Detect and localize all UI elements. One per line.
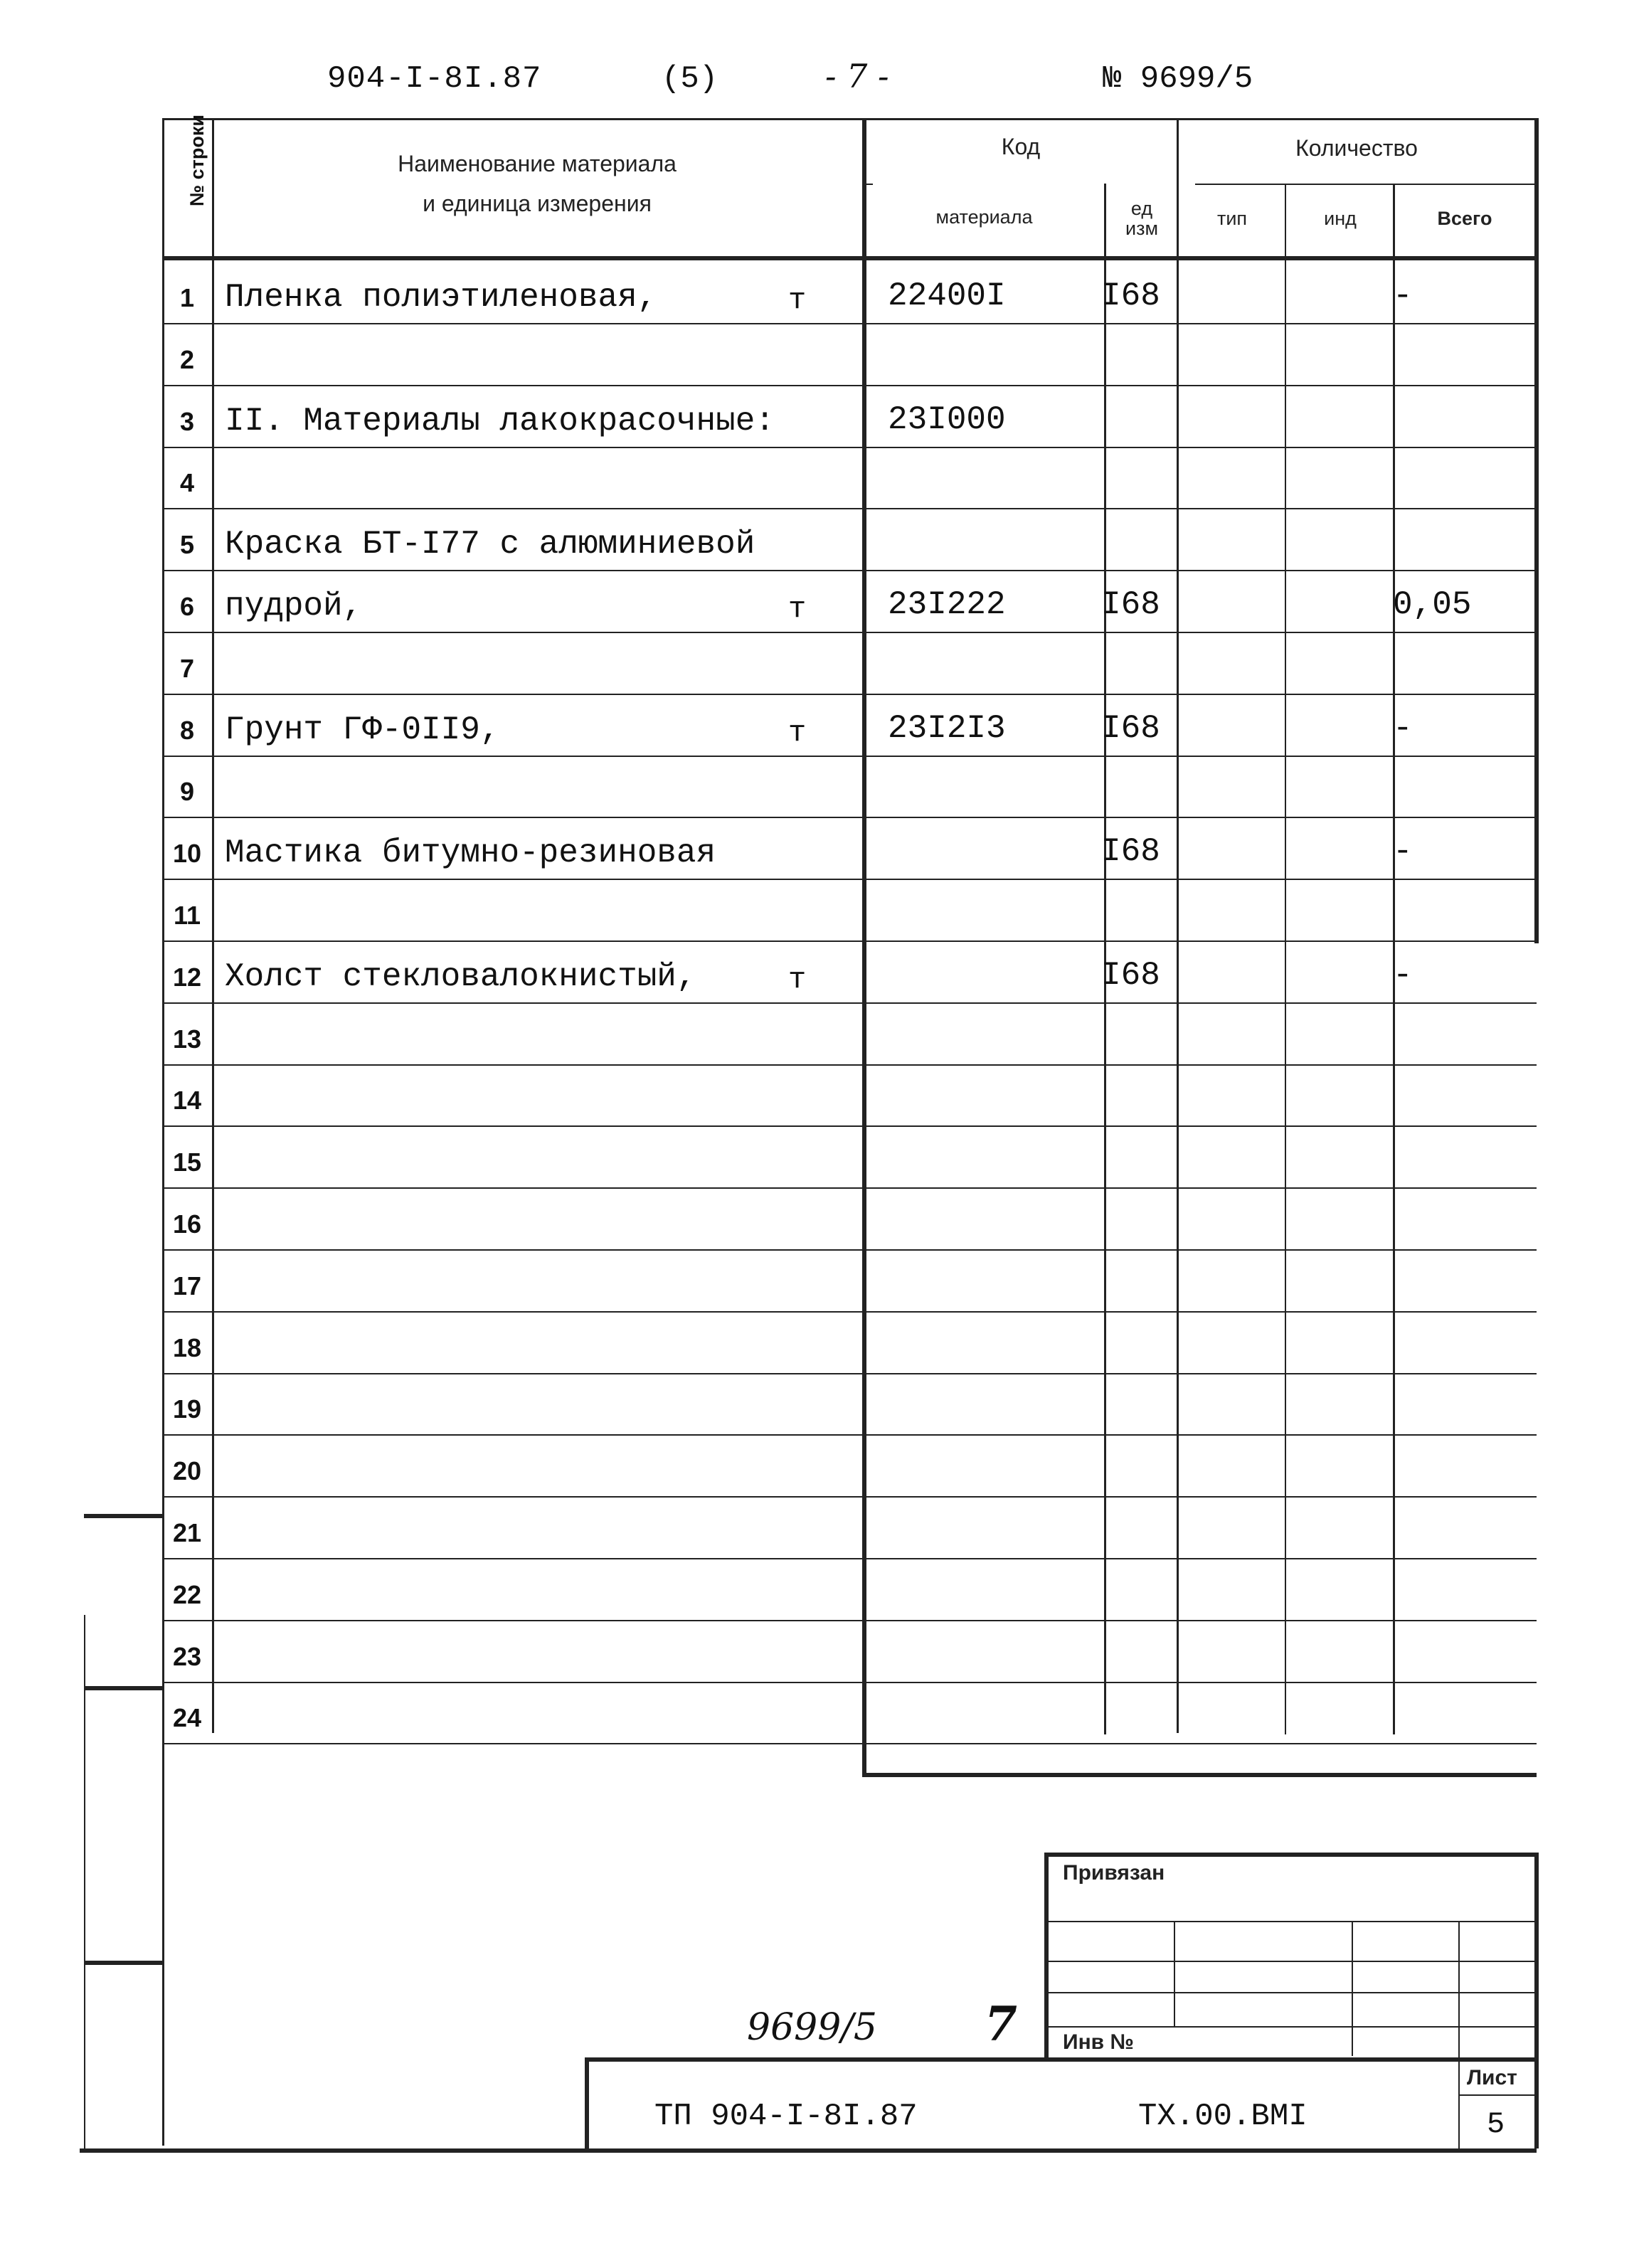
row-number: 5 — [179, 530, 195, 559]
row-number: 9 — [179, 777, 195, 806]
table-row — [162, 448, 1537, 509]
sheet-number: 5 — [1487, 2107, 1505, 2141]
material-code: 23I222 — [888, 586, 1006, 623]
material-name: Холст стекловалокнистый, — [225, 958, 696, 995]
material-name: II. Материалы лакокрасочные: — [225, 403, 775, 440]
table-row — [162, 1005, 1537, 1066]
table-row — [162, 263, 1537, 324]
material-unit: т — [788, 963, 807, 997]
page-number: - 7 - — [825, 57, 889, 95]
row-number: 7 — [179, 654, 195, 683]
table-row — [162, 510, 1537, 571]
table-row — [162, 1683, 1537, 1744]
unit-header-line2: изм — [1125, 218, 1159, 239]
row-number: 6 — [179, 592, 195, 621]
row-number: 15 — [172, 1148, 202, 1177]
material-unit: т — [788, 716, 807, 750]
row-number: 11 — [173, 901, 201, 930]
inventory-label: Инв № — [1063, 2030, 1134, 2054]
total-header: Всего — [1437, 208, 1492, 229]
material-code: 23I000 — [888, 401, 1006, 438]
row-number: 2 — [179, 345, 195, 374]
unit-code: I68 — [1101, 586, 1160, 623]
unit-header-line1: ед — [1130, 198, 1153, 219]
table-row — [162, 1251, 1537, 1313]
table-row — [162, 881, 1537, 942]
ind-header: инд — [1324, 208, 1357, 229]
total-quantity: - — [1393, 957, 1413, 994]
handwritten-number: 9699/5 — [747, 2006, 877, 2049]
row-number: 19 — [172, 1394, 202, 1424]
row-number-header: № строки — [186, 115, 208, 206]
document-mark: ТХ.00.ВМI — [1138, 2099, 1308, 2134]
code-header: Код — [1001, 134, 1041, 159]
row-number: 23 — [172, 1642, 202, 1671]
table-row — [162, 572, 1537, 633]
row-number: 13 — [172, 1024, 202, 1054]
table-row — [162, 1560, 1537, 1621]
name-header-line2: и единица измерения — [423, 191, 652, 216]
unit-code: I68 — [1101, 277, 1160, 314]
material-code-header: материала — [935, 206, 1033, 228]
project-code: ТП 904-I-8I.87 — [654, 2099, 918, 2134]
table-row — [162, 1128, 1537, 1189]
table-row — [162, 1066, 1537, 1127]
unit-code: I68 — [1101, 710, 1160, 747]
unit-code: I68 — [1101, 833, 1160, 870]
material-code: 23I2I3 — [888, 710, 1006, 747]
linked-label: Привязан — [1063, 1861, 1165, 1885]
table-row — [162, 1436, 1537, 1498]
row-number: 24 — [172, 1703, 202, 1732]
archive-number: № 9699/5 — [1103, 61, 1253, 97]
table-row — [162, 1498, 1537, 1559]
quantity-header: Количество — [1295, 135, 1418, 161]
row-number: 17 — [172, 1271, 202, 1300]
row-number: 12 — [172, 963, 202, 992]
material-unit: т — [788, 592, 807, 626]
material-name: Краска БТ-I77 с алюминиевой — [225, 526, 755, 563]
table-row — [162, 757, 1537, 818]
type-header: тип — [1216, 208, 1248, 229]
unit-code: I68 — [1101, 957, 1160, 994]
table-row — [162, 1313, 1537, 1374]
table-row — [162, 1374, 1537, 1436]
row-number: 16 — [172, 1209, 202, 1239]
row-number: 4 — [179, 468, 195, 497]
row-number: 3 — [179, 407, 195, 436]
table-row — [162, 634, 1537, 695]
row-number: 18 — [172, 1333, 202, 1362]
row-number: 8 — [179, 716, 195, 745]
handwritten-sheet: 7 — [985, 1996, 1017, 2052]
document-code: 904-I-8I.87 — [327, 61, 542, 97]
row-number: 14 — [172, 1086, 202, 1115]
row-number: 20 — [172, 1456, 202, 1485]
material-unit: т — [788, 283, 807, 317]
table-row — [162, 819, 1537, 880]
row-number: 21 — [172, 1518, 202, 1547]
name-header-line1: Наименование материала — [398, 151, 677, 176]
row-number: 10 — [172, 839, 202, 868]
total-quantity: - — [1393, 833, 1413, 870]
total-quantity: 0,05 — [1393, 586, 1472, 623]
material-name: Грунт ГФ-0II9, — [225, 711, 500, 748]
total-quantity: - — [1393, 277, 1413, 314]
table-row — [162, 387, 1537, 448]
table-row — [162, 325, 1537, 386]
material-name: Пленка полиэтиленовая, — [225, 279, 657, 316]
row-number: 22 — [172, 1580, 202, 1609]
sheet-label: Лист — [1467, 2066, 1517, 2089]
table-row — [162, 1189, 1537, 1251]
total-quantity: - — [1393, 710, 1413, 747]
material-name: пудрой, — [225, 588, 363, 625]
material-name: Мастика битумно-резиновая — [225, 834, 716, 871]
table-row — [162, 943, 1537, 1004]
document-part: (5) — [662, 61, 718, 97]
row-number: 1 — [179, 283, 195, 312]
material-code: 22400I — [888, 277, 1006, 314]
table-row — [162, 696, 1537, 757]
table-row — [162, 1622, 1537, 1683]
